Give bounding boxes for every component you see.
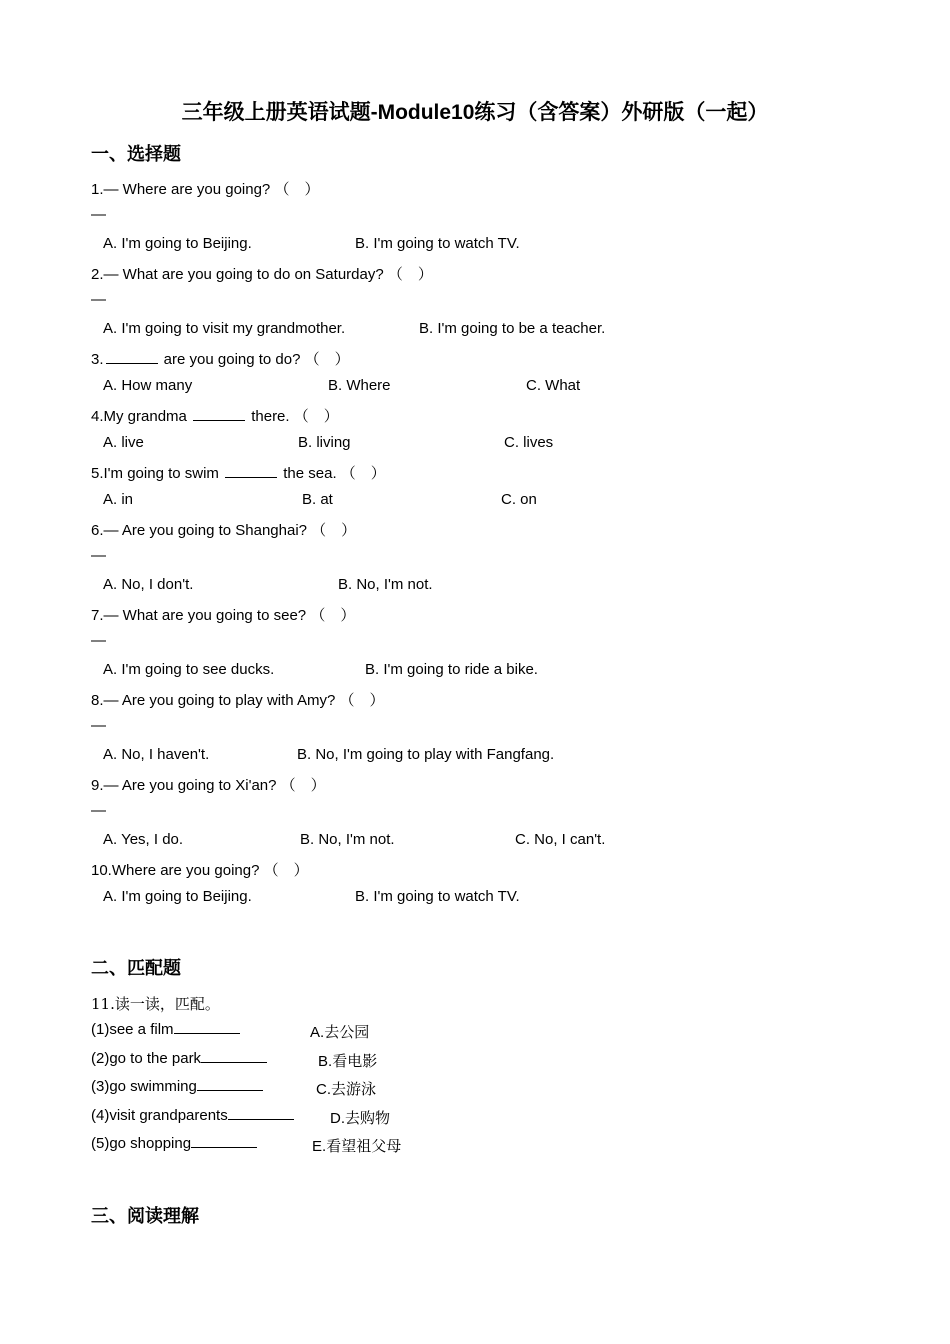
question-prefix: 3.	[91, 351, 104, 368]
matching-right-item	[330, 1107, 390, 1128]
matching-meaning: 去公园	[324, 1023, 370, 1041]
answer-parentheses: （ ）	[274, 181, 320, 198]
matching-right-item	[310, 1021, 369, 1042]
fill-blank	[225, 465, 277, 478]
fill-blank	[201, 1050, 267, 1063]
section-heading-reading: 三、阅读理解	[91, 1206, 199, 1226]
matching-letter: C.	[316, 1081, 331, 1098]
matching-letter: A.	[310, 1024, 325, 1041]
question-suffix: the sea.	[279, 465, 337, 482]
option-c: C. No, I can't.	[515, 831, 606, 848]
option-c: C. What	[526, 377, 581, 394]
fill-blank	[174, 1021, 240, 1034]
option-c: C. lives	[504, 434, 554, 451]
fill-blank	[228, 1107, 294, 1120]
answer-parentheses: （ ）	[340, 465, 386, 482]
matching-right-item	[318, 1050, 377, 1071]
fill-blank	[191, 1135, 257, 1148]
question-4	[91, 405, 339, 426]
matching-left-item	[91, 1021, 240, 1038]
question-3	[91, 348, 350, 369]
matching-phrase: (3)go swimming	[91, 1078, 197, 1095]
answer-parentheses: （ ）	[339, 692, 385, 709]
matching-phrase: (1)see a film	[91, 1021, 174, 1038]
question-8	[91, 689, 385, 710]
question-prefix: 5.I'm going to swim	[91, 465, 224, 482]
answer-parentheses: （ ）	[310, 607, 356, 624]
question-stem: 9.— Are you going to Xi'an?	[91, 777, 277, 794]
matching-meaning: 看望祖父母	[326, 1137, 402, 1155]
question-1	[91, 178, 319, 199]
answer-parentheses: （ ）	[311, 522, 357, 539]
answer-dash: —	[91, 802, 106, 819]
answer-dash: —	[91, 717, 106, 734]
question-suffix: there.	[247, 408, 290, 425]
option-a: A. I'm going to see ducks.	[103, 661, 275, 678]
option-b: B. I'm going to watch TV.	[355, 888, 520, 905]
option-b: B. I'm going to watch TV.	[355, 235, 520, 252]
option-a: A. No, I haven't.	[103, 746, 210, 763]
question-9	[91, 774, 326, 795]
question-stem: 6.— Are you going to Shanghai?	[91, 522, 307, 539]
matching-instruction: 11.读一读，匹配。	[91, 995, 220, 1013]
question-stem: 2.— What are you going to do on Saturday?	[91, 266, 384, 283]
option-a: A. No, I don't.	[103, 576, 194, 593]
fill-blank	[193, 408, 245, 421]
matching-letter: D.	[330, 1110, 345, 1127]
option-b: B. at	[302, 491, 333, 508]
answer-dash: —	[91, 632, 106, 649]
matching-left-item	[91, 1078, 263, 1095]
answer-parentheses: （ ）	[280, 777, 326, 794]
matching-left-item	[91, 1135, 257, 1152]
option-b: B. No, I'm not.	[338, 576, 433, 593]
option-b: B. Where	[328, 377, 391, 394]
matching-right-item	[312, 1135, 401, 1156]
answer-dash: —	[91, 206, 106, 223]
matching-phrase: (2)go to the park	[91, 1050, 202, 1067]
answer-dash: —	[91, 291, 106, 308]
matching-left-item	[91, 1050, 267, 1067]
answer-parentheses: （ ）	[293, 408, 339, 425]
question-prefix: 4.My grandma	[91, 408, 192, 425]
option-a: A. How many	[103, 377, 193, 394]
matching-meaning: 去游泳	[331, 1080, 377, 1098]
option-b: B. I'm going to ride a bike.	[365, 661, 538, 678]
page-title: 三年级上册英语试题-Module10练习（含答案）外研版（一起）	[181, 101, 769, 124]
question-stem: 10.Where are you going?	[91, 862, 260, 879]
fill-blank	[197, 1078, 263, 1091]
matching-phrase: (4)visit grandparents	[91, 1107, 228, 1124]
question-stem: 1.— Where are you going?	[91, 181, 271, 198]
matching-letter: B.	[318, 1053, 333, 1070]
option-a: A. I'm going to Beijing.	[103, 235, 252, 252]
matching-meaning: 看电影	[332, 1052, 378, 1070]
option-a: A. live	[103, 434, 144, 451]
answer-parentheses: （ ）	[304, 351, 350, 368]
option-b: B. No, I'm going to play with Fangfang.	[297, 746, 555, 763]
matching-left-item	[91, 1107, 294, 1124]
question-suffix: are you going to do?	[159, 351, 301, 368]
matching-right-item	[316, 1078, 376, 1099]
option-b: B. living	[298, 434, 351, 451]
question-7	[91, 604, 355, 625]
answer-dash: —	[91, 547, 106, 564]
question-stem: 8.— Are you going to play with Amy?	[91, 692, 336, 709]
fill-blank	[106, 351, 158, 364]
option-a: A. I'm going to Beijing.	[103, 888, 252, 905]
option-b: B. I'm going to be a teacher.	[419, 320, 606, 337]
section-heading-matching: 二、匹配题	[91, 958, 181, 978]
option-b: B. No, I'm not.	[300, 831, 395, 848]
option-c: C. on	[501, 491, 537, 508]
question-6	[91, 519, 356, 540]
matching-phrase: (5)go shopping	[91, 1135, 192, 1152]
answer-parentheses: （ ）	[263, 862, 309, 879]
option-a: A. in	[103, 491, 134, 508]
option-a: A. I'm going to visit my grandmother.	[103, 320, 346, 337]
question-2	[91, 263, 433, 284]
question-10	[91, 859, 309, 880]
option-a: A. Yes, I do.	[103, 831, 184, 848]
matching-meaning: 去购物	[345, 1109, 391, 1127]
section-heading-choice: 一、选择题	[91, 144, 181, 164]
answer-parentheses: （ ）	[387, 266, 433, 283]
question-stem: 7.— What are you going to see?	[91, 607, 307, 624]
matching-letter: E.	[312, 1138, 327, 1155]
question-5	[91, 462, 386, 483]
